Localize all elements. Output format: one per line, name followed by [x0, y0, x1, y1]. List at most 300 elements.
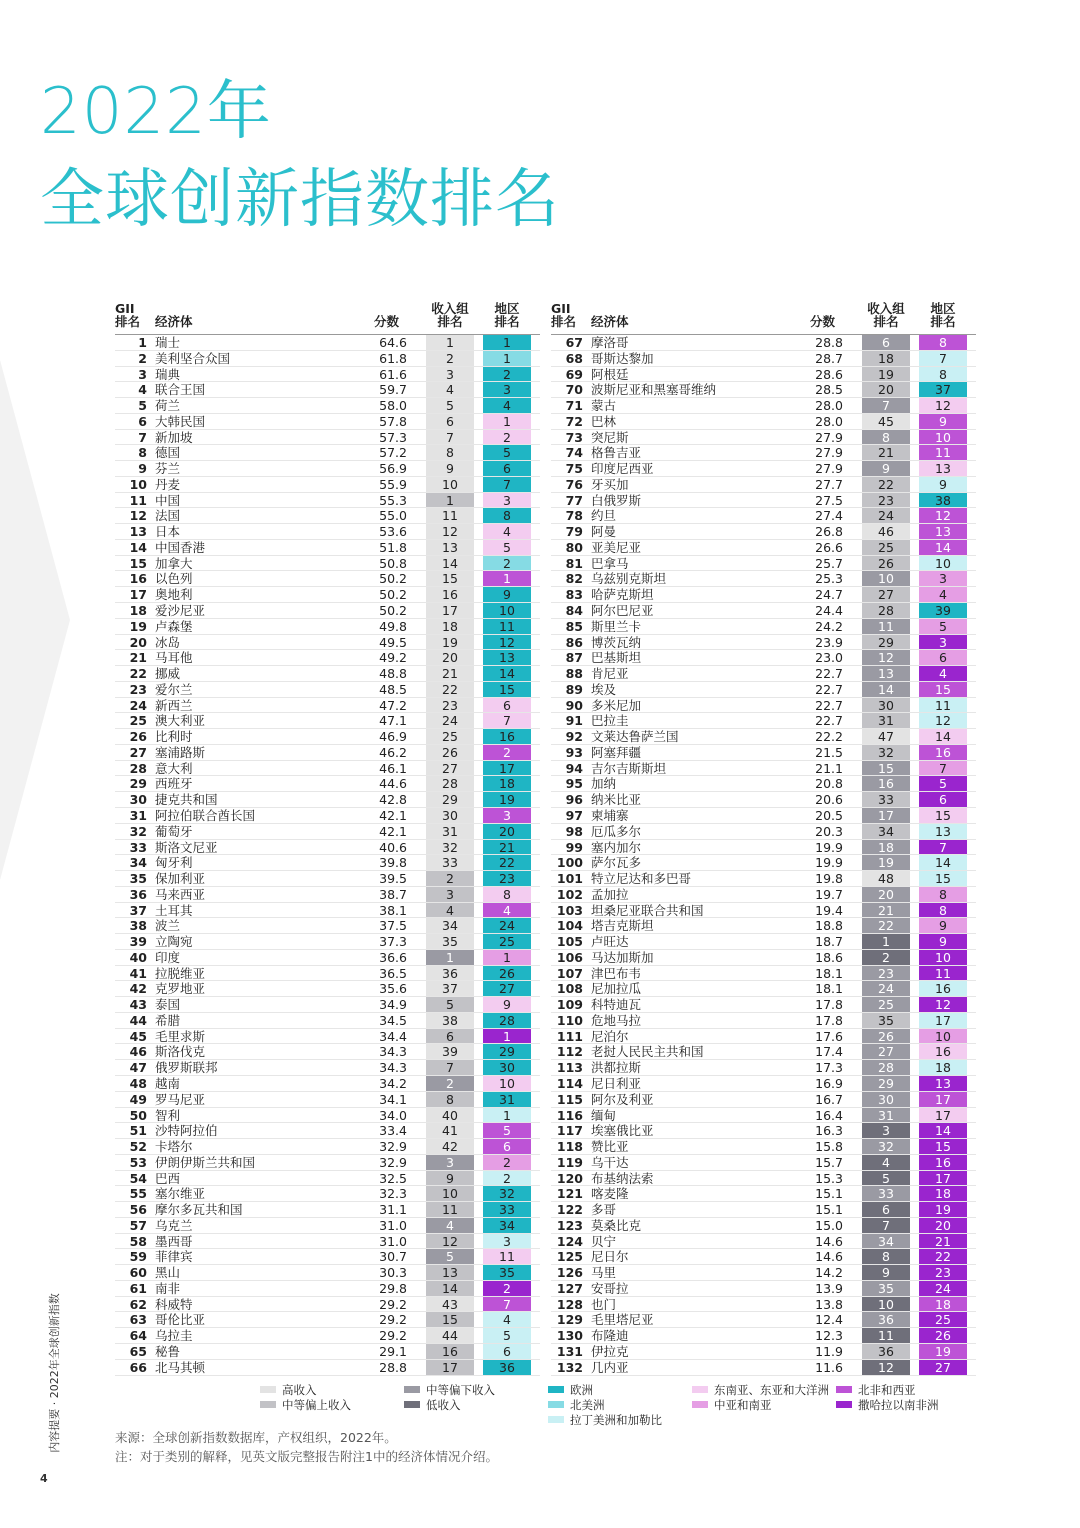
economy-cell: 乌兹别克斯坦: [591, 571, 667, 587]
score-cell: 16.4: [815, 1107, 843, 1123]
region-rank-cell: 14: [919, 1123, 967, 1138]
income-rank-cell: 25: [426, 729, 474, 744]
income-rank-cell: 30: [426, 808, 474, 823]
income-rank-cell: 16: [426, 587, 474, 602]
region-rank-cell: 3: [919, 635, 967, 650]
economy-cell: 丹麦: [155, 476, 181, 492]
income-rank-cell: 7: [426, 430, 474, 445]
rank-cell: 61: [129, 1280, 147, 1296]
score-cell: 29.1: [379, 1344, 407, 1359]
score-cell: 32.9: [379, 1154, 407, 1170]
rank-cell: 83: [565, 587, 583, 603]
income-rank-cell: 41: [426, 1123, 474, 1138]
region-rank-cell: 10: [919, 556, 967, 571]
economy-cell: 文莱达鲁萨兰国: [591, 729, 679, 745]
rank-cell: 4: [138, 382, 147, 398]
rank-cell: 15: [129, 555, 147, 571]
score-cell: 47.2: [379, 697, 407, 713]
income-rank-cell: 21: [862, 903, 910, 918]
income-rank-cell: 32: [426, 840, 474, 855]
region-rank-cell: 12: [919, 508, 967, 523]
table-row: [115, 603, 540, 619]
table-row: [115, 950, 540, 966]
score-cell: 56.9: [379, 461, 407, 477]
income-rank-cell: 28: [862, 1060, 910, 1075]
economy-cell: 布隆迪: [591, 1328, 629, 1344]
score-cell: 27.7: [815, 476, 843, 492]
table-row: [551, 713, 976, 729]
region-rank-cell: 19: [919, 1202, 967, 1217]
region-rank-cell: 11: [483, 619, 531, 634]
table-row: [115, 761, 540, 777]
rank-cell: 13: [129, 524, 147, 540]
rank-cell: 50: [129, 1107, 147, 1123]
income-rank-cell: 42: [426, 1139, 474, 1154]
table-row: [115, 1139, 540, 1155]
economy-cell: 匈牙利: [155, 855, 193, 871]
table-row: [551, 461, 976, 477]
rank-cell: 100: [556, 855, 583, 871]
region-rank-cell: 10: [483, 603, 531, 618]
economy-cell: 大韩民国: [155, 413, 206, 429]
income-rank-cell: 18: [862, 351, 910, 366]
income-rank-cell: 23: [862, 493, 910, 508]
income-rank-cell: 22: [862, 477, 910, 492]
rank-cell: 51: [129, 1123, 147, 1139]
rank-cell: 48: [129, 1075, 147, 1091]
income-rank-cell: 30: [862, 698, 910, 713]
region-rank-cell: 19: [919, 1344, 967, 1359]
income-rank-cell: 33: [862, 1186, 910, 1201]
table-row: [115, 367, 540, 383]
income-rank-cell: 5: [426, 1249, 474, 1264]
table-row: [551, 1092, 976, 1108]
rank-cell: 38: [129, 918, 147, 934]
score-cell: 31.0: [379, 1217, 407, 1233]
score-cell: 57.2: [379, 445, 407, 461]
income-rank-cell: 3: [862, 1123, 910, 1138]
region-rank-cell: 1: [483, 414, 531, 429]
score-cell: 64.6: [379, 335, 407, 350]
score-cell: 26.6: [815, 539, 843, 555]
table-row: [115, 1328, 540, 1344]
income-rank-cell: 31: [862, 713, 910, 728]
region-rank-cell: 8: [919, 903, 967, 918]
score-cell: 38.1: [379, 902, 407, 918]
table-row: [115, 1076, 540, 1092]
table-row: [115, 1029, 540, 1045]
score-cell: 22.7: [815, 697, 843, 713]
table-row: [115, 556, 540, 572]
income-rank-cell: 13: [862, 666, 910, 681]
rank-cell: 66: [129, 1359, 147, 1375]
score-cell: 11.6: [815, 1359, 843, 1375]
region-rank-cell: 17: [919, 1013, 967, 1028]
table-row: [551, 430, 976, 446]
table-row: [551, 981, 976, 997]
rank-cell: 31: [129, 807, 147, 823]
economy-cell: 捷克共和国: [155, 792, 218, 808]
economy-cell: 芬兰: [155, 461, 181, 477]
income-rank-cell: 15: [862, 761, 910, 776]
table-row: [551, 840, 976, 856]
income-rank-cell: 34: [426, 918, 474, 933]
region-rank-cell: 6: [483, 461, 531, 476]
region-rank-cell: 1: [483, 351, 531, 366]
table-row: [551, 1171, 976, 1187]
region-rank-cell: 9: [483, 997, 531, 1012]
table-row: [551, 1234, 976, 1250]
income-rank-cell: 40: [426, 1108, 474, 1123]
table-row: [115, 713, 540, 729]
income-rank-cell: 18: [862, 840, 910, 855]
economy-cell: 肯尼亚: [591, 666, 629, 682]
income-rank-cell: 47: [862, 729, 910, 744]
score-cell: 49.2: [379, 650, 407, 666]
rank-cell: 16: [129, 571, 147, 587]
income-rank-cell: 27: [426, 761, 474, 776]
score-cell: 29.2: [379, 1296, 407, 1312]
income-rank-cell: 6: [862, 335, 910, 350]
economy-cell: 南非: [155, 1280, 181, 1296]
income-rank-cell: 12: [862, 1360, 910, 1375]
region-rank-cell: 20: [483, 824, 531, 839]
table-row: [115, 997, 540, 1013]
region-rank-cell: 26: [483, 966, 531, 981]
table-row: [551, 445, 976, 461]
economy-cell: 日本: [155, 524, 181, 540]
economy-cell: 瑞士: [155, 335, 181, 350]
table-row: [115, 666, 540, 682]
rank-cell: 47: [129, 1060, 147, 1076]
rank-cell: 18: [129, 603, 147, 619]
income-rank-cell: 29: [862, 635, 910, 650]
region-rank-cell: 2: [483, 1171, 531, 1186]
region-rank-cell: 35: [483, 1265, 531, 1280]
economy-cell: 沙特阿拉伯: [155, 1123, 218, 1139]
region-rank-cell: 2: [483, 430, 531, 445]
rank-cell: 109: [556, 997, 583, 1013]
income-rank-cell: 31: [862, 1108, 910, 1123]
table-row: [115, 1202, 540, 1218]
region-rank-cell: 14: [919, 855, 967, 870]
score-cell: 37.5: [379, 918, 407, 934]
economy-cell: 纳米比亚: [591, 792, 642, 808]
region-rank-cell: 4: [483, 1312, 531, 1327]
table-row: [551, 382, 976, 398]
economy-cell: 希腊: [155, 1012, 181, 1028]
score-cell: 27.9: [815, 429, 843, 445]
rank-cell: 95: [565, 776, 583, 792]
region-rank-cell: 6: [483, 1139, 531, 1154]
economy-cell: 加纳: [591, 776, 617, 792]
income-rank-cell: 8: [862, 430, 910, 445]
region-rank-cell: 27: [919, 1360, 967, 1375]
income-rank-cell: 1: [862, 934, 910, 949]
table-row: [551, 1076, 976, 1092]
note-line: 注：对于类别的解释，见英文版完整报告附注1中的经济体情况介绍。: [115, 1449, 498, 1464]
economy-cell: 克罗地亚: [155, 981, 206, 997]
economy-cell: 意大利: [155, 760, 193, 776]
region-rank-cell: 11: [919, 966, 967, 981]
economy-cell: 挪威: [155, 666, 181, 682]
header-region: 地区 排名: [494, 301, 520, 329]
score-cell: 33.4: [379, 1123, 407, 1139]
economy-cell: 拉脱维亚: [155, 965, 206, 981]
table-row: [115, 871, 540, 887]
income-rank-cell: 8: [862, 1249, 910, 1264]
table-row: [551, 1123, 976, 1139]
table-row: [551, 745, 976, 761]
region-rank-cell: 22: [483, 855, 531, 870]
income-rank-cell: 36: [862, 1312, 910, 1327]
income-rank-cell: 18: [426, 619, 474, 634]
economy-cell: 巴西: [155, 1170, 181, 1186]
economy-cell: 斯洛伐克: [155, 1044, 206, 1060]
region-rank-cell: 13: [919, 1076, 967, 1091]
rank-cell: 43: [129, 997, 147, 1013]
rank-cell: 88: [565, 666, 583, 682]
score-cell: 32.5: [379, 1170, 407, 1186]
economy-cell: 智利: [155, 1107, 181, 1123]
income-rank-cell: 13: [426, 1265, 474, 1280]
income-rank-cell: 2: [426, 1076, 474, 1091]
region-rank-cell: 37: [919, 382, 967, 397]
economy-cell: 瑞典: [155, 366, 181, 382]
economy-cell: 柬埔寨: [591, 807, 629, 823]
income-rank-cell: 2: [426, 871, 474, 886]
score-cell: 18.6: [815, 949, 843, 965]
legend-high-income: 高收入: [260, 1383, 317, 1397]
region-rank-cell: 3: [919, 571, 967, 586]
table-row: [115, 382, 540, 398]
rank-cell: 126: [556, 1265, 583, 1281]
economy-cell: 摩尔多瓦共和国: [155, 1202, 243, 1218]
score-cell: 11.9: [815, 1344, 843, 1359]
economy-cell: 蒙古: [591, 398, 617, 414]
economy-cell: 保加利亚: [155, 871, 206, 887]
region-rank-cell: 29: [483, 1044, 531, 1059]
economy-cell: 哥斯达黎加: [591, 350, 654, 366]
region-rank-cell: 18: [919, 1297, 967, 1312]
score-cell: 13.9: [815, 1280, 843, 1296]
score-cell: 15.1: [815, 1186, 843, 1202]
rank-cell: 72: [565, 413, 583, 429]
rank-cell: 54: [129, 1170, 147, 1186]
economy-cell: 塞尔维亚: [155, 1186, 206, 1202]
economy-cell: 喀麦隆: [591, 1186, 629, 1202]
rank-cell: 131: [556, 1344, 583, 1359]
economy-cell: 墨西哥: [155, 1233, 193, 1249]
side-caption: [34, 1285, 61, 1465]
rank-cell: 33: [129, 839, 147, 855]
score-cell: 25.3: [815, 571, 843, 587]
table-row: [551, 666, 976, 682]
economy-cell: 西班牙: [155, 776, 193, 792]
region-rank-cell: 3: [483, 493, 531, 508]
title-year: 2022年: [40, 75, 272, 149]
region-rank-cell: 6: [483, 698, 531, 713]
region-rank-cell: 18: [919, 1186, 967, 1201]
score-cell: 49.5: [379, 634, 407, 650]
region-rank-cell: 20: [919, 1218, 967, 1233]
economy-cell: 萨尔瓦多: [591, 855, 642, 871]
economy-cell: 美利坚合众国: [155, 350, 231, 366]
score-cell: 15.7: [815, 1154, 843, 1170]
rank-cell: 8: [138, 445, 147, 461]
region-rank-cell: 32: [483, 1186, 531, 1201]
table-row: [115, 966, 540, 982]
table-row: [551, 619, 976, 635]
table-row: [115, 1297, 540, 1313]
score-cell: 34.3: [379, 1060, 407, 1076]
region-rank-cell: 25: [483, 934, 531, 949]
economy-cell: 巴拉圭: [591, 713, 629, 729]
economy-cell: 中国香港: [155, 539, 206, 555]
rank-cell: 19: [129, 618, 147, 634]
economy-cell: 赞比亚: [591, 1139, 629, 1155]
economy-cell: 阿尔及利亚: [591, 1091, 654, 1107]
rank-cell: 102: [556, 886, 583, 902]
region-rank-cell: 34: [483, 1218, 531, 1233]
income-rank-cell: 8: [426, 1092, 474, 1107]
economy-cell: 马耳他: [155, 650, 193, 666]
score-cell: 36.5: [379, 965, 407, 981]
score-cell: 55.0: [379, 508, 407, 524]
table-row: [115, 1265, 540, 1281]
score-cell: 46.1: [379, 760, 407, 776]
region-rank-cell: 13: [483, 650, 531, 665]
score-cell: 12.3: [815, 1328, 843, 1344]
table-row: [115, 698, 540, 714]
table-row: [115, 1171, 540, 1187]
income-rank-cell: 10: [426, 1186, 474, 1201]
economy-cell: 毛里求斯: [155, 1028, 206, 1044]
income-rank-cell: 9: [426, 461, 474, 476]
score-cell: 16.3: [815, 1123, 843, 1139]
table-row: [551, 414, 976, 430]
rank-cell: 41: [129, 965, 147, 981]
rank-cell: 117: [556, 1123, 583, 1139]
region-rank-cell: 13: [919, 461, 967, 476]
income-rank-cell: 30: [862, 1092, 910, 1107]
score-cell: 42.1: [379, 823, 407, 839]
score-cell: 14.6: [815, 1233, 843, 1249]
score-cell: 22.2: [815, 729, 843, 745]
header-rank: GII 排名: [115, 301, 141, 329]
income-rank-cell: 5: [862, 1171, 910, 1186]
score-cell: 39.5: [379, 871, 407, 887]
region-rank-cell: 38: [919, 493, 967, 508]
economy-cell: 阿根廷: [591, 366, 629, 382]
source-notes: [115, 1428, 498, 1466]
region-rank-cell: 5: [919, 619, 967, 634]
score-cell: 32.9: [379, 1139, 407, 1155]
income-rank-cell: 14: [426, 1281, 474, 1296]
score-cell: 20.6: [815, 792, 843, 808]
score-cell: 59.7: [379, 382, 407, 398]
economy-cell: 布基纳法索: [591, 1170, 654, 1186]
table-row: [551, 1013, 976, 1029]
region-rank-cell: 9: [919, 934, 967, 949]
rank-cell: 65: [129, 1344, 147, 1359]
score-cell: 17.8: [815, 997, 843, 1013]
score-cell: 35.6: [379, 981, 407, 997]
table-row: [551, 556, 976, 572]
score-cell: 48.5: [379, 681, 407, 697]
region-rank-cell: 4: [483, 903, 531, 918]
rank-cell: 76: [565, 476, 583, 492]
rank-cell: 12: [129, 508, 147, 524]
score-cell: 38.7: [379, 886, 407, 902]
economy-cell: 伊拉克: [591, 1344, 629, 1359]
rank-cell: 67: [565, 335, 583, 350]
region-rank-cell: 5: [483, 540, 531, 555]
table-row: [115, 430, 540, 446]
income-rank-cell: 34: [862, 1234, 910, 1249]
rank-cell: 32: [129, 823, 147, 839]
economy-cell: 斯洛文尼亚: [155, 839, 218, 855]
score-cell: 20.8: [815, 776, 843, 792]
economy-cell: 卡塔尔: [155, 1139, 193, 1155]
region-rank-cell: 2: [483, 1155, 531, 1170]
income-rank-cell: 26: [426, 745, 474, 760]
score-cell: 28.0: [815, 413, 843, 429]
economy-cell: 澳大利亚: [155, 713, 206, 729]
score-cell: 28.6: [815, 366, 843, 382]
region-rank-cell: 7: [919, 761, 967, 776]
economy-cell: 也门: [591, 1296, 617, 1312]
region-rank-cell: 16: [483, 729, 531, 744]
economy-cell: 几内亚: [591, 1359, 629, 1375]
legend-low-income: 低收入: [404, 1398, 461, 1412]
region-rank-cell: 8: [919, 887, 967, 902]
score-cell: 34.9: [379, 997, 407, 1013]
income-rank-cell: 10: [862, 571, 910, 586]
income-rank-cell: 12: [862, 650, 910, 665]
table-row: [115, 508, 540, 524]
region-rank-cell: 12: [919, 713, 967, 728]
rank-cell: 125: [556, 1249, 583, 1265]
income-rank-cell: 37: [426, 981, 474, 996]
economy-cell: 格鲁吉亚: [591, 445, 642, 461]
table-row: [115, 493, 540, 509]
region-rank-cell: 39: [919, 603, 967, 618]
economy-cell: 菲律宾: [155, 1249, 193, 1265]
rank-cell: 45: [129, 1028, 147, 1044]
table-row: [115, 1234, 540, 1250]
rank-cell: 26: [129, 729, 147, 745]
income-rank-cell: 22: [426, 682, 474, 697]
region-rank-cell: 17: [919, 1171, 967, 1186]
income-rank-cell: 6: [426, 1029, 474, 1044]
score-cell: 20.3: [815, 823, 843, 839]
table-row: [115, 1155, 540, 1171]
table-row: [115, 571, 540, 587]
score-cell: 39.8: [379, 855, 407, 871]
table-row: [551, 571, 976, 587]
economy-cell: 乌克兰: [155, 1217, 193, 1233]
legend-lower-middle-income: 中等偏下收入: [404, 1383, 495, 1397]
score-cell: 32.3: [379, 1186, 407, 1202]
income-rank-cell: 29: [426, 792, 474, 807]
table-row: [551, 1060, 976, 1076]
rank-cell: 34: [129, 855, 147, 871]
score-cell: 21.1: [815, 760, 843, 776]
rank-cell: 7: [138, 429, 147, 445]
rank-cell: 105: [556, 934, 583, 950]
rank-cell: 98: [565, 823, 583, 839]
